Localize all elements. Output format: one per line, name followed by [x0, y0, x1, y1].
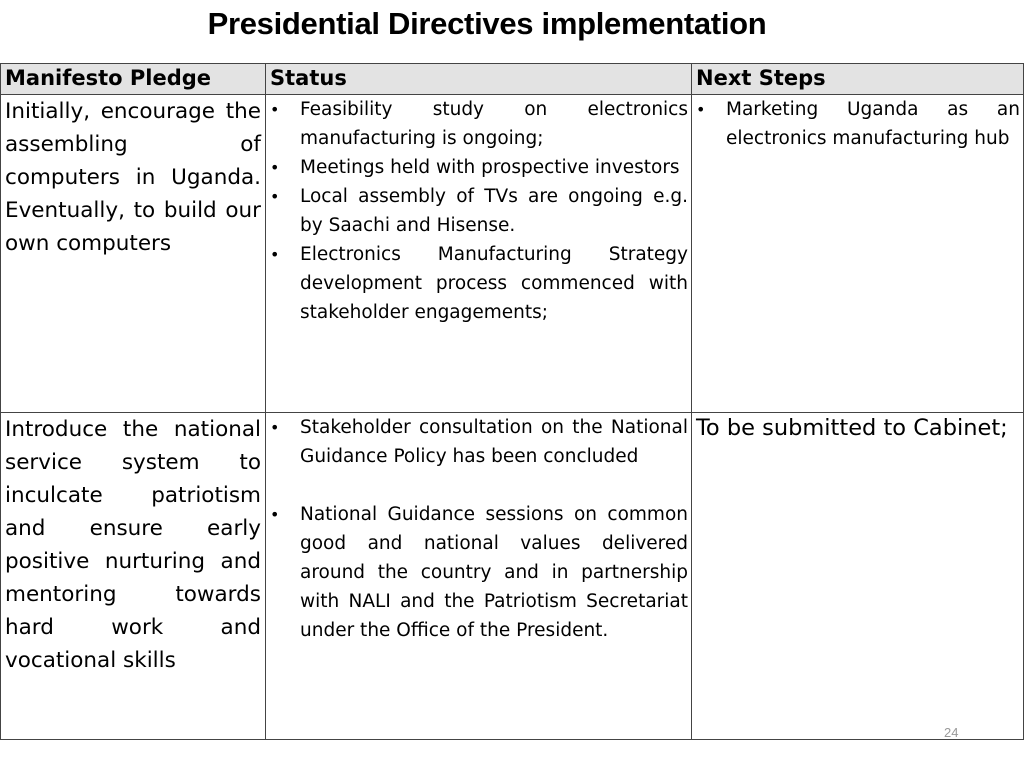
list-item: • Stakeholder consultation on the National Guidance Policy has been concluded [266, 413, 688, 471]
bullet-icon: • [270, 245, 280, 265]
status-cell [266, 412, 692, 740]
bullet-icon: • [270, 504, 280, 524]
list-item: • Feasibility study on electronics manufacturing is ongoing; [266, 95, 688, 153]
list-item: • Local assembly of TVs are ongoing e.g. by Saachi and Hisense. [266, 182, 688, 240]
bullet-icon: • [696, 100, 706, 120]
next-steps-list [692, 95, 1023, 153]
pledge-text: Initially, encourage the assembling of computers in Uganda. Eventually, to build our own computers [5, 99, 261, 257]
table-row [1, 412, 1024, 740]
table-header-row [1, 64, 1024, 95]
status-list [266, 413, 691, 645]
page-number: 24 [944, 725, 959, 740]
list-item: • Marketing Uganda as an electronics manufacturing hub [692, 95, 1020, 153]
list-item: • Electronics Manufacturing Strategy development process commenced with stakeholder engagements; [266, 240, 688, 327]
header-manifesto-pledge: Manifesto Pledge [1, 64, 266, 95]
header-status: Status [266, 64, 692, 95]
pledge-cell [1, 412, 266, 740]
next-steps-text: To be submitted to Cabinet; [696, 414, 1008, 441]
bullet-icon: • [270, 187, 280, 207]
slide-title: Presidential Directives implementation [207, 6, 767, 41]
list-item: • National Guidance sessions on common good and national values delivered around the country and in partnership with NALI and the Patriotism Secretariat under the Office of the President. [266, 500, 688, 645]
bullet-icon: • [270, 100, 280, 120]
status-cell [266, 95, 692, 412]
status-list [266, 95, 691, 327]
header-next-steps: Next Steps [692, 64, 1024, 95]
directives-table [0, 63, 1024, 740]
bullet-icon: • [270, 158, 280, 178]
pledge-cell [1, 95, 266, 412]
pledge-text: Introduce the national service system to inculcate patriotism and ensure early positive nurturing and mentoring towards hard work and vocational skills [5, 416, 261, 673]
table-row [1, 95, 1024, 412]
bullet-icon: • [270, 417, 280, 437]
next-steps-cell [692, 95, 1024, 412]
list-item: • Meetings held with prospective investors [266, 153, 688, 182]
next-steps-cell [692, 412, 1024, 740]
